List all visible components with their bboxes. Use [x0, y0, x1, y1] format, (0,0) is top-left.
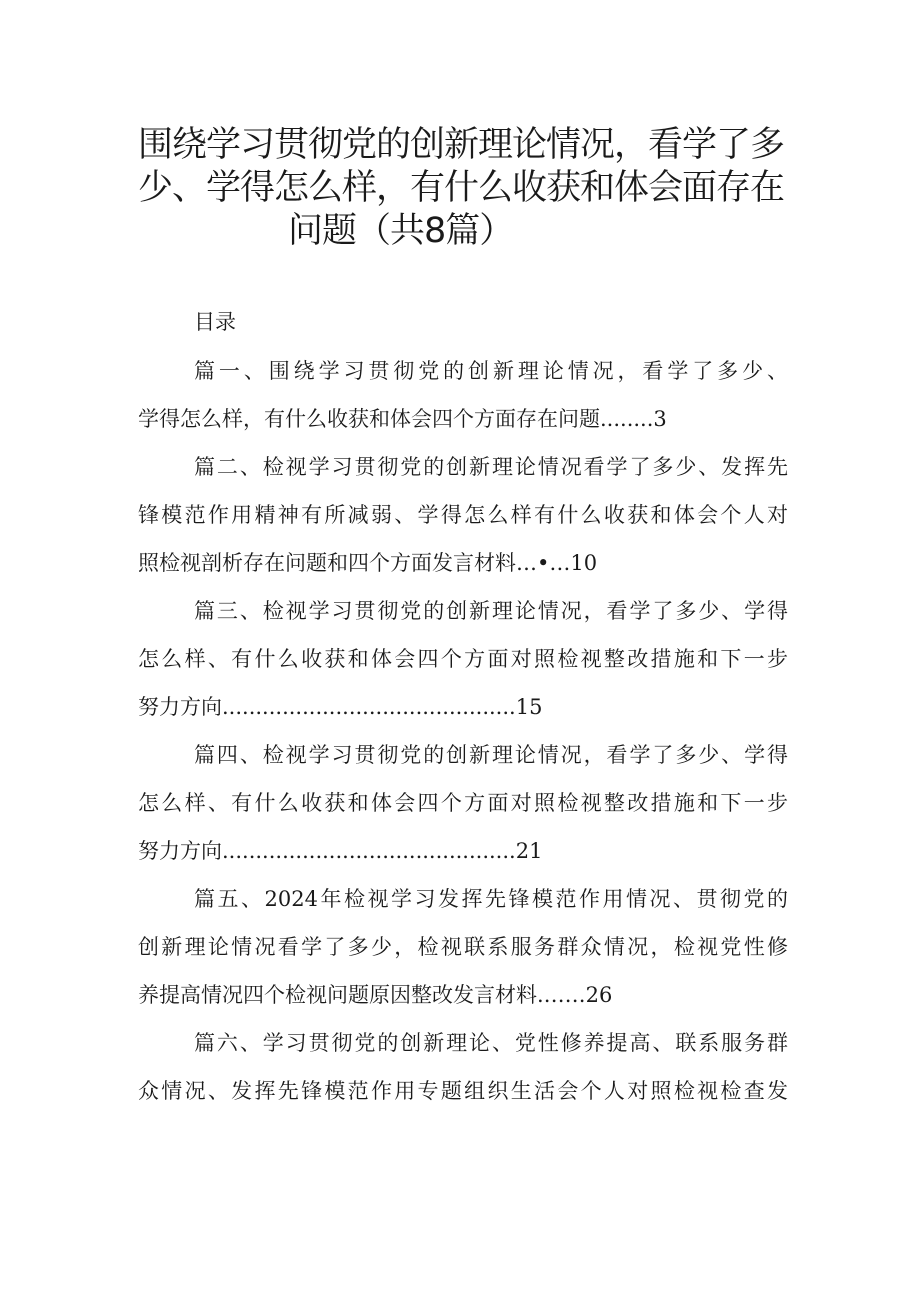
toc-heading: 目录	[194, 310, 236, 334]
toc-entry-5[interactable]	[138, 875, 788, 1019]
title-line: 少、学得怎么样，有什么收获和体会面存在	[138, 168, 785, 208]
toc-entry-line: 怎么样、有什么收获和体会四个方面对照检视整改措施和下一步	[138, 647, 788, 671]
toc-entry-2[interactable]	[138, 443, 788, 587]
toc-entry-3[interactable]	[138, 587, 788, 731]
toc-entry-line: 篇一、围绕学习贯彻党的创新理论情况，看学了多少、	[194, 359, 788, 383]
toc-entry-line: 众情况、发挥先锋模范作用专题组织生活会个人对照检视检查发	[138, 1079, 788, 1103]
toc-entry-line: 篇三、检视学习贯彻党的创新理论情况，看学了多少、学得	[194, 599, 788, 623]
toc-entry-line: 篇四、检视学习贯彻党的创新理论情况，看学了多少、学得	[194, 743, 788, 767]
toc-entry-line: 篇六、学习贯彻党的创新理论、党性修养提高、联系服务群	[194, 1031, 788, 1055]
toc-entry-line: 怎么样、有什么收获和体会四个方面对照检视整改措施和下一步	[138, 791, 788, 815]
toc-entry-1[interactable]	[138, 347, 788, 443]
toc-entry-line: 养提高情况四个检视问题原因整改发言材料.……26	[138, 983, 613, 1007]
toc-entry-line: 努力方向............................................15	[138, 695, 543, 719]
toc-entry-line: 锋模范作用精神有所减弱、学得怎么样有什么收获和体会个人对	[138, 503, 788, 527]
table-of-contents	[138, 300, 788, 1115]
toc-entry-line: 学得怎么样，有什么收获和体会四个方面存在问题........3	[138, 407, 667, 431]
toc-entry-line: 创新理论情况看学了多少，检视联系服务群众情况，检视党性修	[138, 935, 788, 959]
document-title	[138, 124, 785, 253]
toc-entry-6[interactable]	[138, 1019, 788, 1115]
toc-entry-line: 照检视剖析存在问题和四个方面发言材料…•…10	[138, 551, 598, 575]
title-line: 问题（共8篇）	[288, 211, 514, 251]
title-line: 围绕学习贯彻党的创新理论情况，看学了多	[138, 125, 785, 165]
toc-entry-line: 篇五、2024年检视学习发挥先锋模范作用情况、贯彻党的	[194, 887, 788, 911]
toc-entry-4[interactable]	[138, 731, 788, 875]
toc-entry-line: 篇二、检视学习贯彻党的创新理论情况看学了多少、发挥先	[194, 455, 788, 479]
toc-entry-line: 努力方向............................................21	[138, 839, 543, 863]
